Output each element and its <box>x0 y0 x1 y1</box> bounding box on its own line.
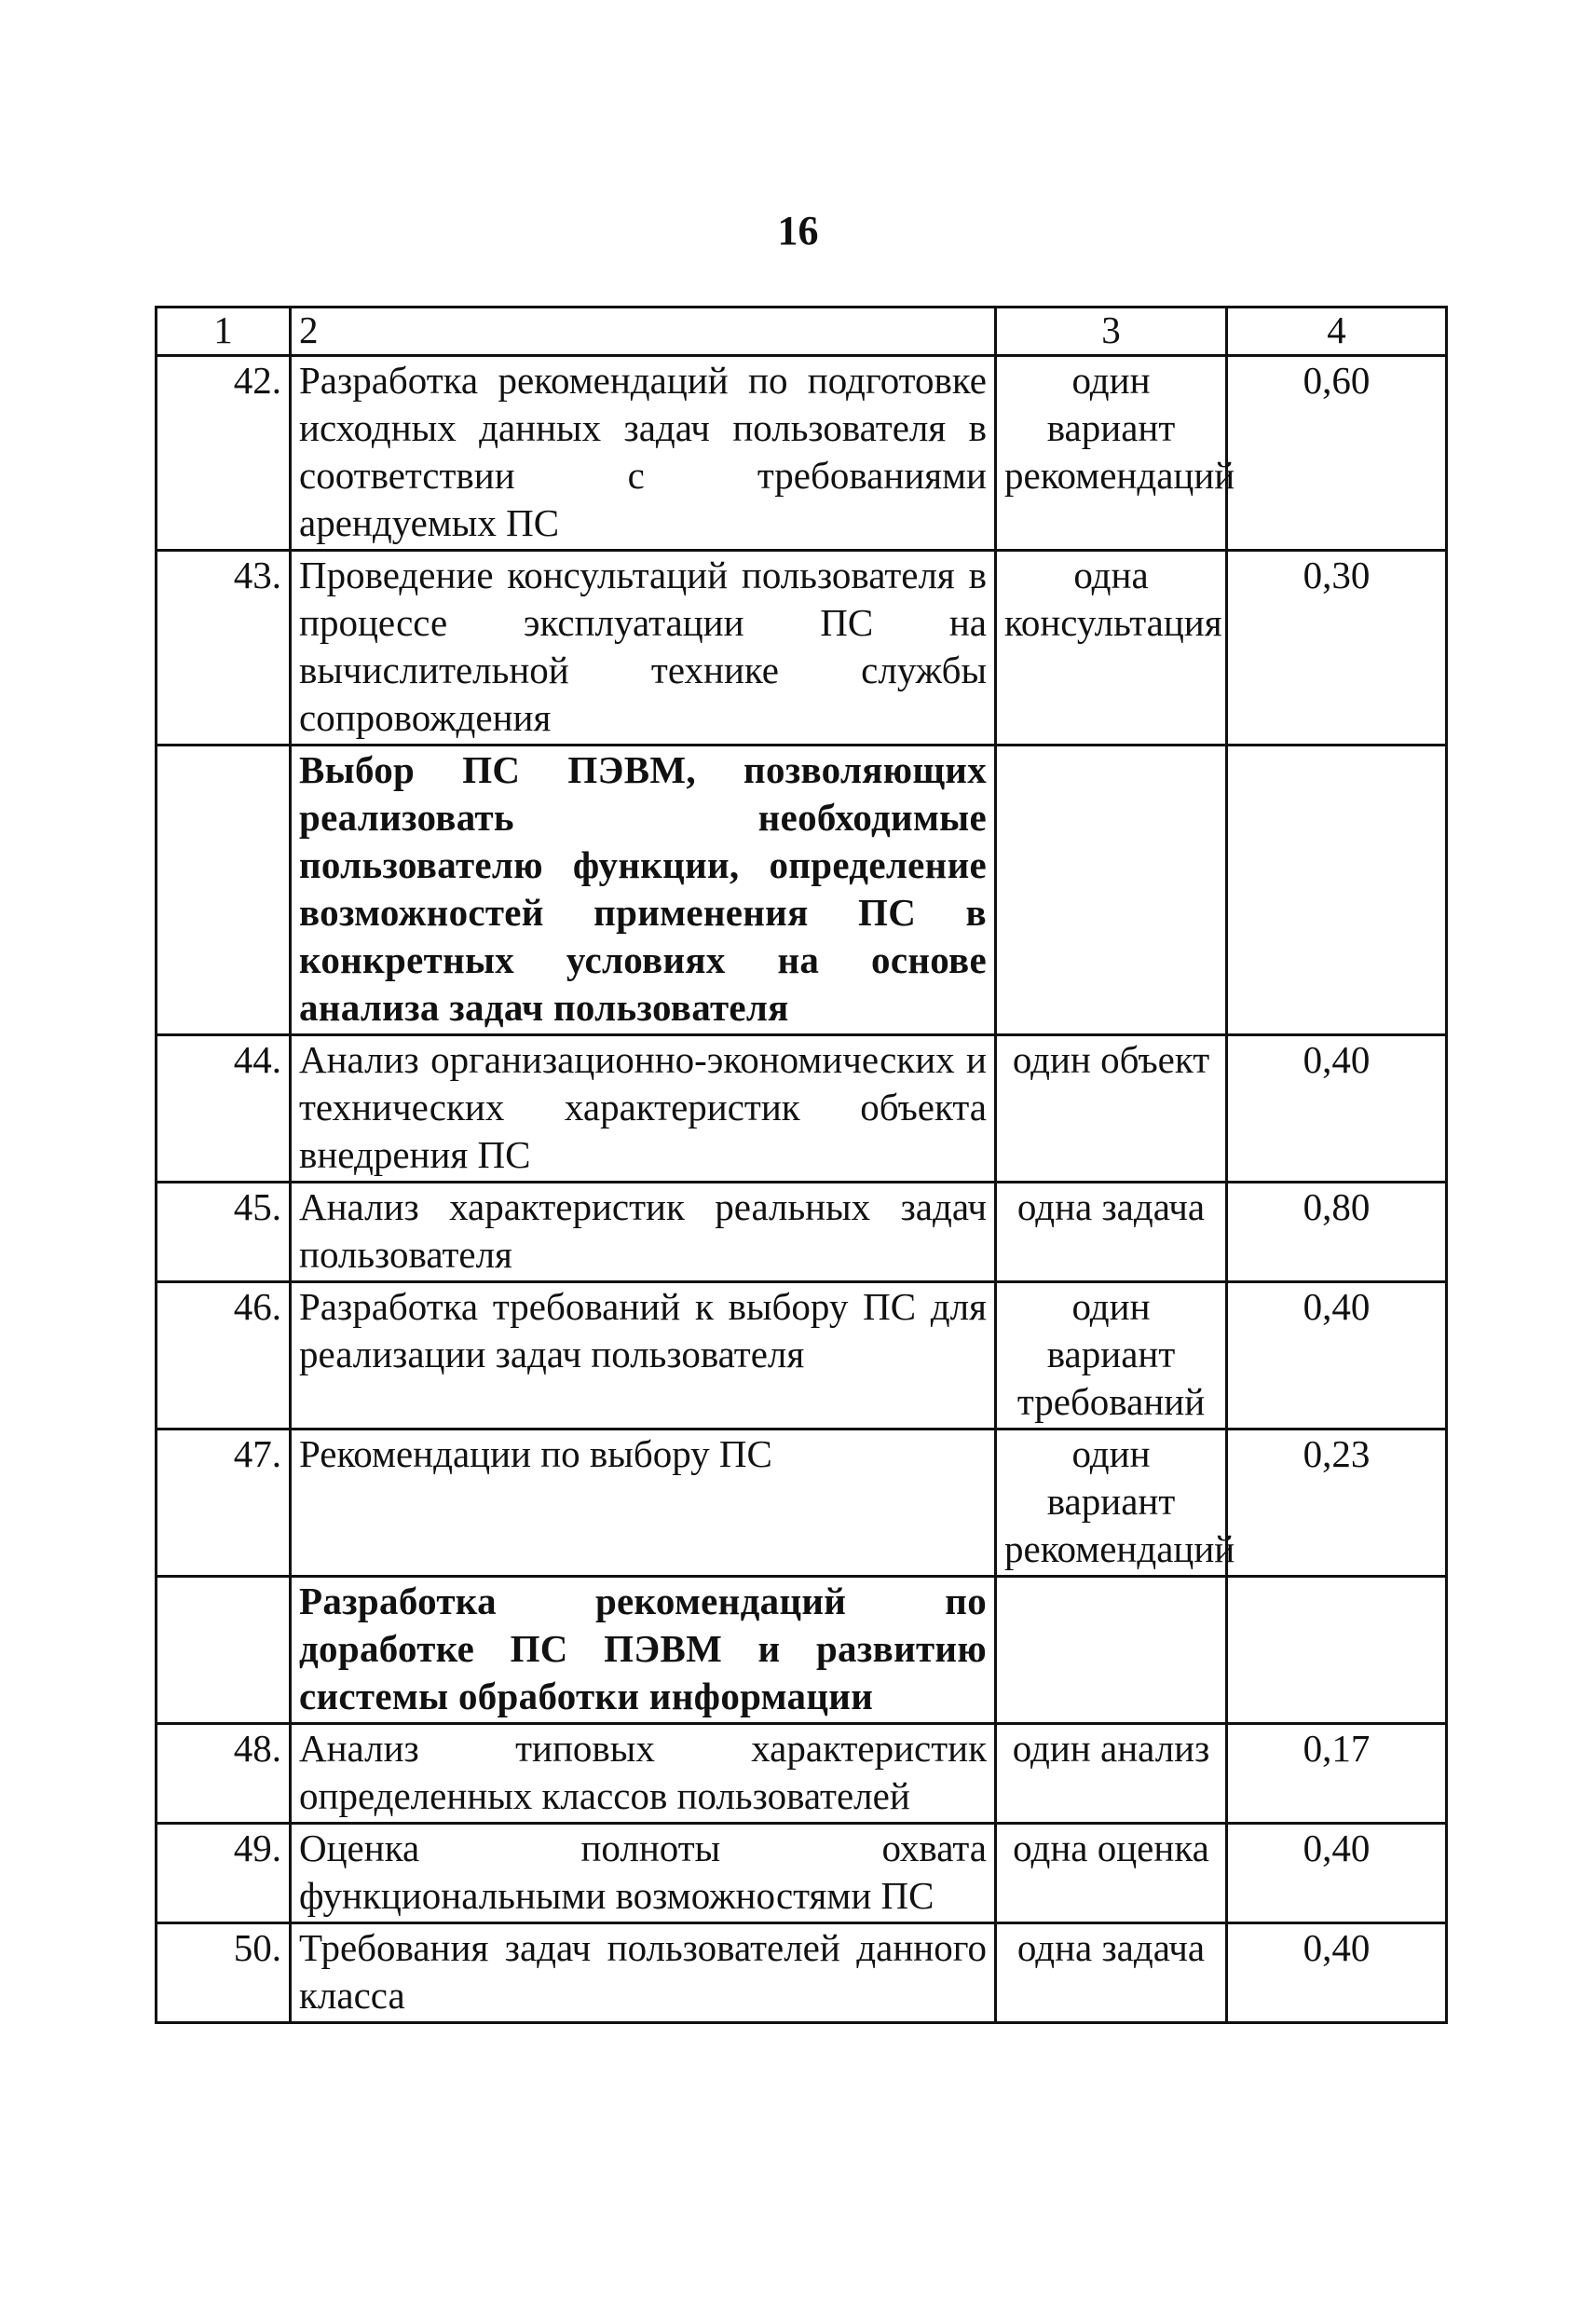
row-description: Анализ типовых характеристик определенных классов пользователей <box>291 1724 996 1824</box>
table-row <box>157 1824 1447 1923</box>
row-unit: одна задача <box>996 1183 1227 1282</box>
table-row <box>157 1282 1447 1430</box>
header-col-2: 2 <box>291 308 996 356</box>
row-value: 0,40 <box>1227 1282 1447 1430</box>
row-value: 0,60 <box>1227 356 1447 551</box>
row-number: 48. <box>157 1724 291 1824</box>
row-description: Разработка рекомендаций по подготовке исходных данных задач пользователя в соответствии с требованиями арендуемых ПС <box>291 356 996 551</box>
header-col-4: 4 <box>1227 308 1447 356</box>
table-row <box>157 356 1447 551</box>
row-number: 50. <box>157 1923 291 2023</box>
row-unit: один вариант требований <box>996 1282 1227 1430</box>
row-value: 0,23 <box>1227 1430 1447 1577</box>
row-unit: одна оценка <box>996 1824 1227 1923</box>
table-row <box>157 1923 1447 2023</box>
section-row <box>157 746 1447 1035</box>
section-row <box>157 1577 1447 1724</box>
row-number: 43. <box>157 551 291 746</box>
page-number: 16 <box>777 208 819 253</box>
section-heading: Выбор ПС ПЭВМ, позволяющих реализовать необходимые пользователю функции, определение возможностей применения ПС в конкретных условиях на основе анализа задач пользователя <box>291 746 996 1035</box>
row-unit: один вариант рекомендаций <box>996 1430 1227 1577</box>
table-row <box>157 1430 1447 1577</box>
row-number: 45. <box>157 1183 291 1282</box>
section-heading: Разработка рекомендаций по доработке ПС ПЭВМ и развитию системы обработки информации <box>291 1577 996 1724</box>
row-value: 0,30 <box>1227 551 1447 746</box>
row-unit: одна задача <box>996 1923 1227 2023</box>
header-col-1: 1 <box>157 308 291 356</box>
section-empty-value <box>1227 746 1447 1035</box>
row-value: 0,17 <box>1227 1724 1447 1824</box>
row-number: 42. <box>157 356 291 551</box>
header-row <box>157 308 1447 356</box>
section-empty-unit <box>996 746 1227 1035</box>
table-row <box>157 1724 1447 1824</box>
row-value: 0,40 <box>1227 1035 1447 1183</box>
section-empty-value <box>1227 1577 1447 1724</box>
row-unit: один вариант рекомендаций <box>996 356 1227 551</box>
row-value: 0,40 <box>1227 1824 1447 1923</box>
table-row <box>157 1035 1447 1183</box>
section-empty-number <box>157 746 291 1035</box>
row-unit: одна консультация <box>996 551 1227 746</box>
table-row <box>157 551 1447 746</box>
row-description: Проведение консультаций пользователя в процессе эксплуатации ПС на вычислительной технике службы сопровождения <box>291 551 996 746</box>
header-col-3: 3 <box>996 308 1227 356</box>
section-empty-number <box>157 1577 291 1724</box>
row-unit: один анализ <box>996 1724 1227 1824</box>
row-description: Требования задач пользователей данного класса <box>291 1923 996 2023</box>
row-number: 46. <box>157 1282 291 1430</box>
row-description: Разработка требований к выбору ПС для реализации задач пользователя <box>291 1282 996 1430</box>
row-value: 0,80 <box>1227 1183 1447 1282</box>
row-description: Рекомендации по выбору ПС <box>291 1430 996 1577</box>
row-description: Оценка полноты охвата функциональными возможностями ПС <box>291 1824 996 1923</box>
row-number: 47. <box>157 1430 291 1577</box>
section-empty-unit <box>996 1577 1227 1724</box>
row-value: 0,40 <box>1227 1923 1447 2023</box>
norms-table <box>155 306 1448 2024</box>
table-row <box>157 1183 1447 1282</box>
row-description: Анализ характеристик реальных задач пользователя <box>291 1183 996 1282</box>
row-number: 44. <box>157 1035 291 1183</box>
row-unit: один объект <box>996 1035 1227 1183</box>
row-description: Анализ организационно-экономических и технических характеристик объекта внедрения ПС <box>291 1035 996 1183</box>
row-number: 49. <box>157 1824 291 1923</box>
